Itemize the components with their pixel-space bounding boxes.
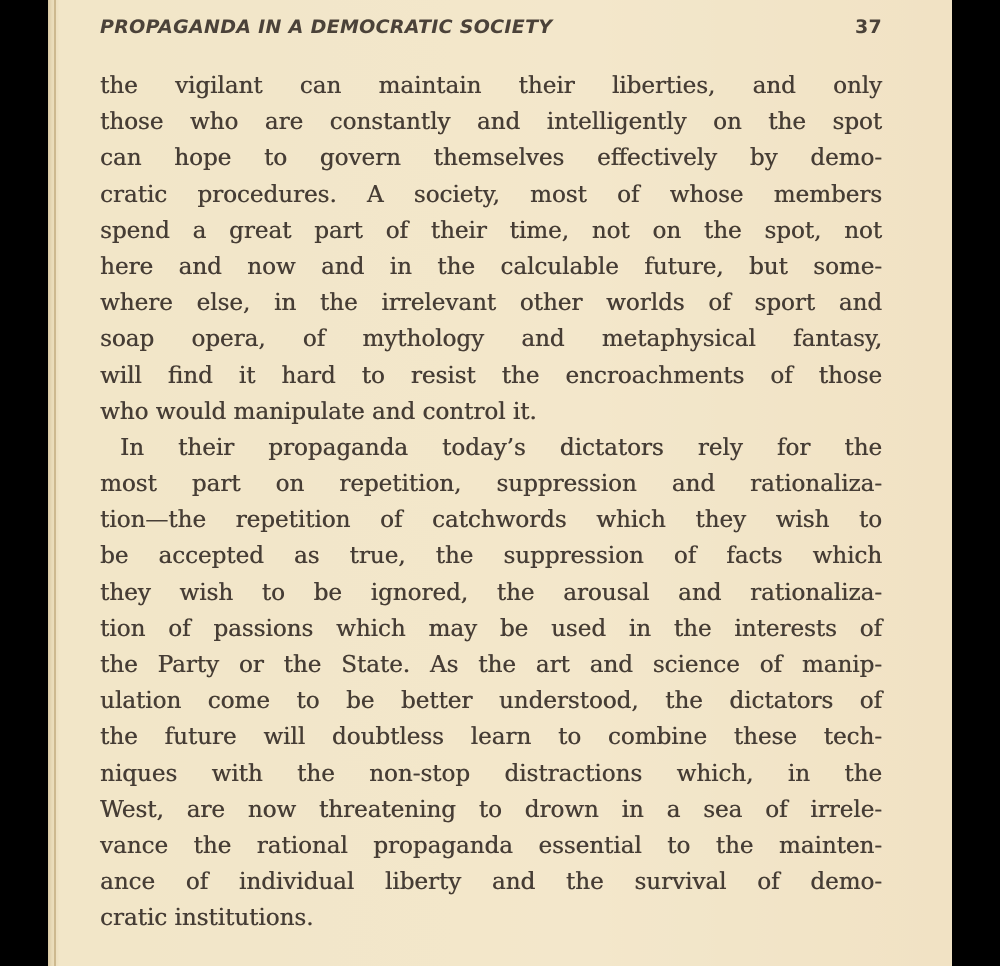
- text-line: who would manipulate and control it.: [100, 398, 537, 425]
- text-line: here and now and in the calculable future, but some-: [100, 253, 882, 280]
- body-text: [100, 68, 882, 937]
- text-line: those who are constantly and intelligently on the spot: [100, 109, 882, 136]
- text-line: the vigilant can maintain their liberties, and only: [100, 73, 882, 99]
- text-line: where else, in the irrelevant other worlds of sport and: [100, 290, 882, 317]
- text-line: can hope to govern themselves effectively by demo-: [100, 145, 882, 172]
- text-line: cratic institutions.: [100, 905, 314, 932]
- running-header: [100, 14, 882, 44]
- text-line: will find it hard to resist the encroachments of those: [100, 362, 882, 389]
- page-number: 37: [854, 16, 882, 38]
- text-line: tion—the repetition of catchwords which they wish to: [100, 507, 882, 534]
- chapter-title: PROPAGANDA IN A DEMOCRATIC SOCIETY: [100, 16, 553, 38]
- text-line: they wish to be ignored, the arousal and rationaliza-: [100, 579, 882, 606]
- text-line: cratic procedures. A society, most of whose members: [100, 181, 882, 208]
- book-page: [48, 0, 952, 966]
- text-line: spend a great part of their time, not on the spot, not: [100, 217, 882, 244]
- text-line: West, are now threatening to drown in a sea of irrele-: [100, 796, 882, 823]
- text-line: soap opera, of mythology and metaphysical fantasy,: [100, 326, 882, 353]
- text-line: the future will doubtless learn to combine these tech-: [100, 724, 882, 751]
- text-line: niques with the non-stop distractions which, in the: [100, 760, 882, 787]
- text-line: tion of passions which may be used in the interests of: [100, 615, 882, 642]
- text-line: ulation come to be better understood, the dictators of: [100, 688, 882, 715]
- text-line: most part on repetition, suppression and rationaliza-: [100, 471, 882, 498]
- text-line: the Party or the State. As the art and science of manip-: [100, 652, 882, 678]
- text-line: In their propaganda today’s dictators rely for the: [120, 434, 882, 461]
- text-line: be accepted as true, the suppression of facts which: [100, 543, 882, 570]
- text-line: vance the rational propaganda essential to the mainten-: [100, 832, 882, 859]
- text-line: ance of individual liberty and the survival of demo-: [100, 869, 882, 896]
